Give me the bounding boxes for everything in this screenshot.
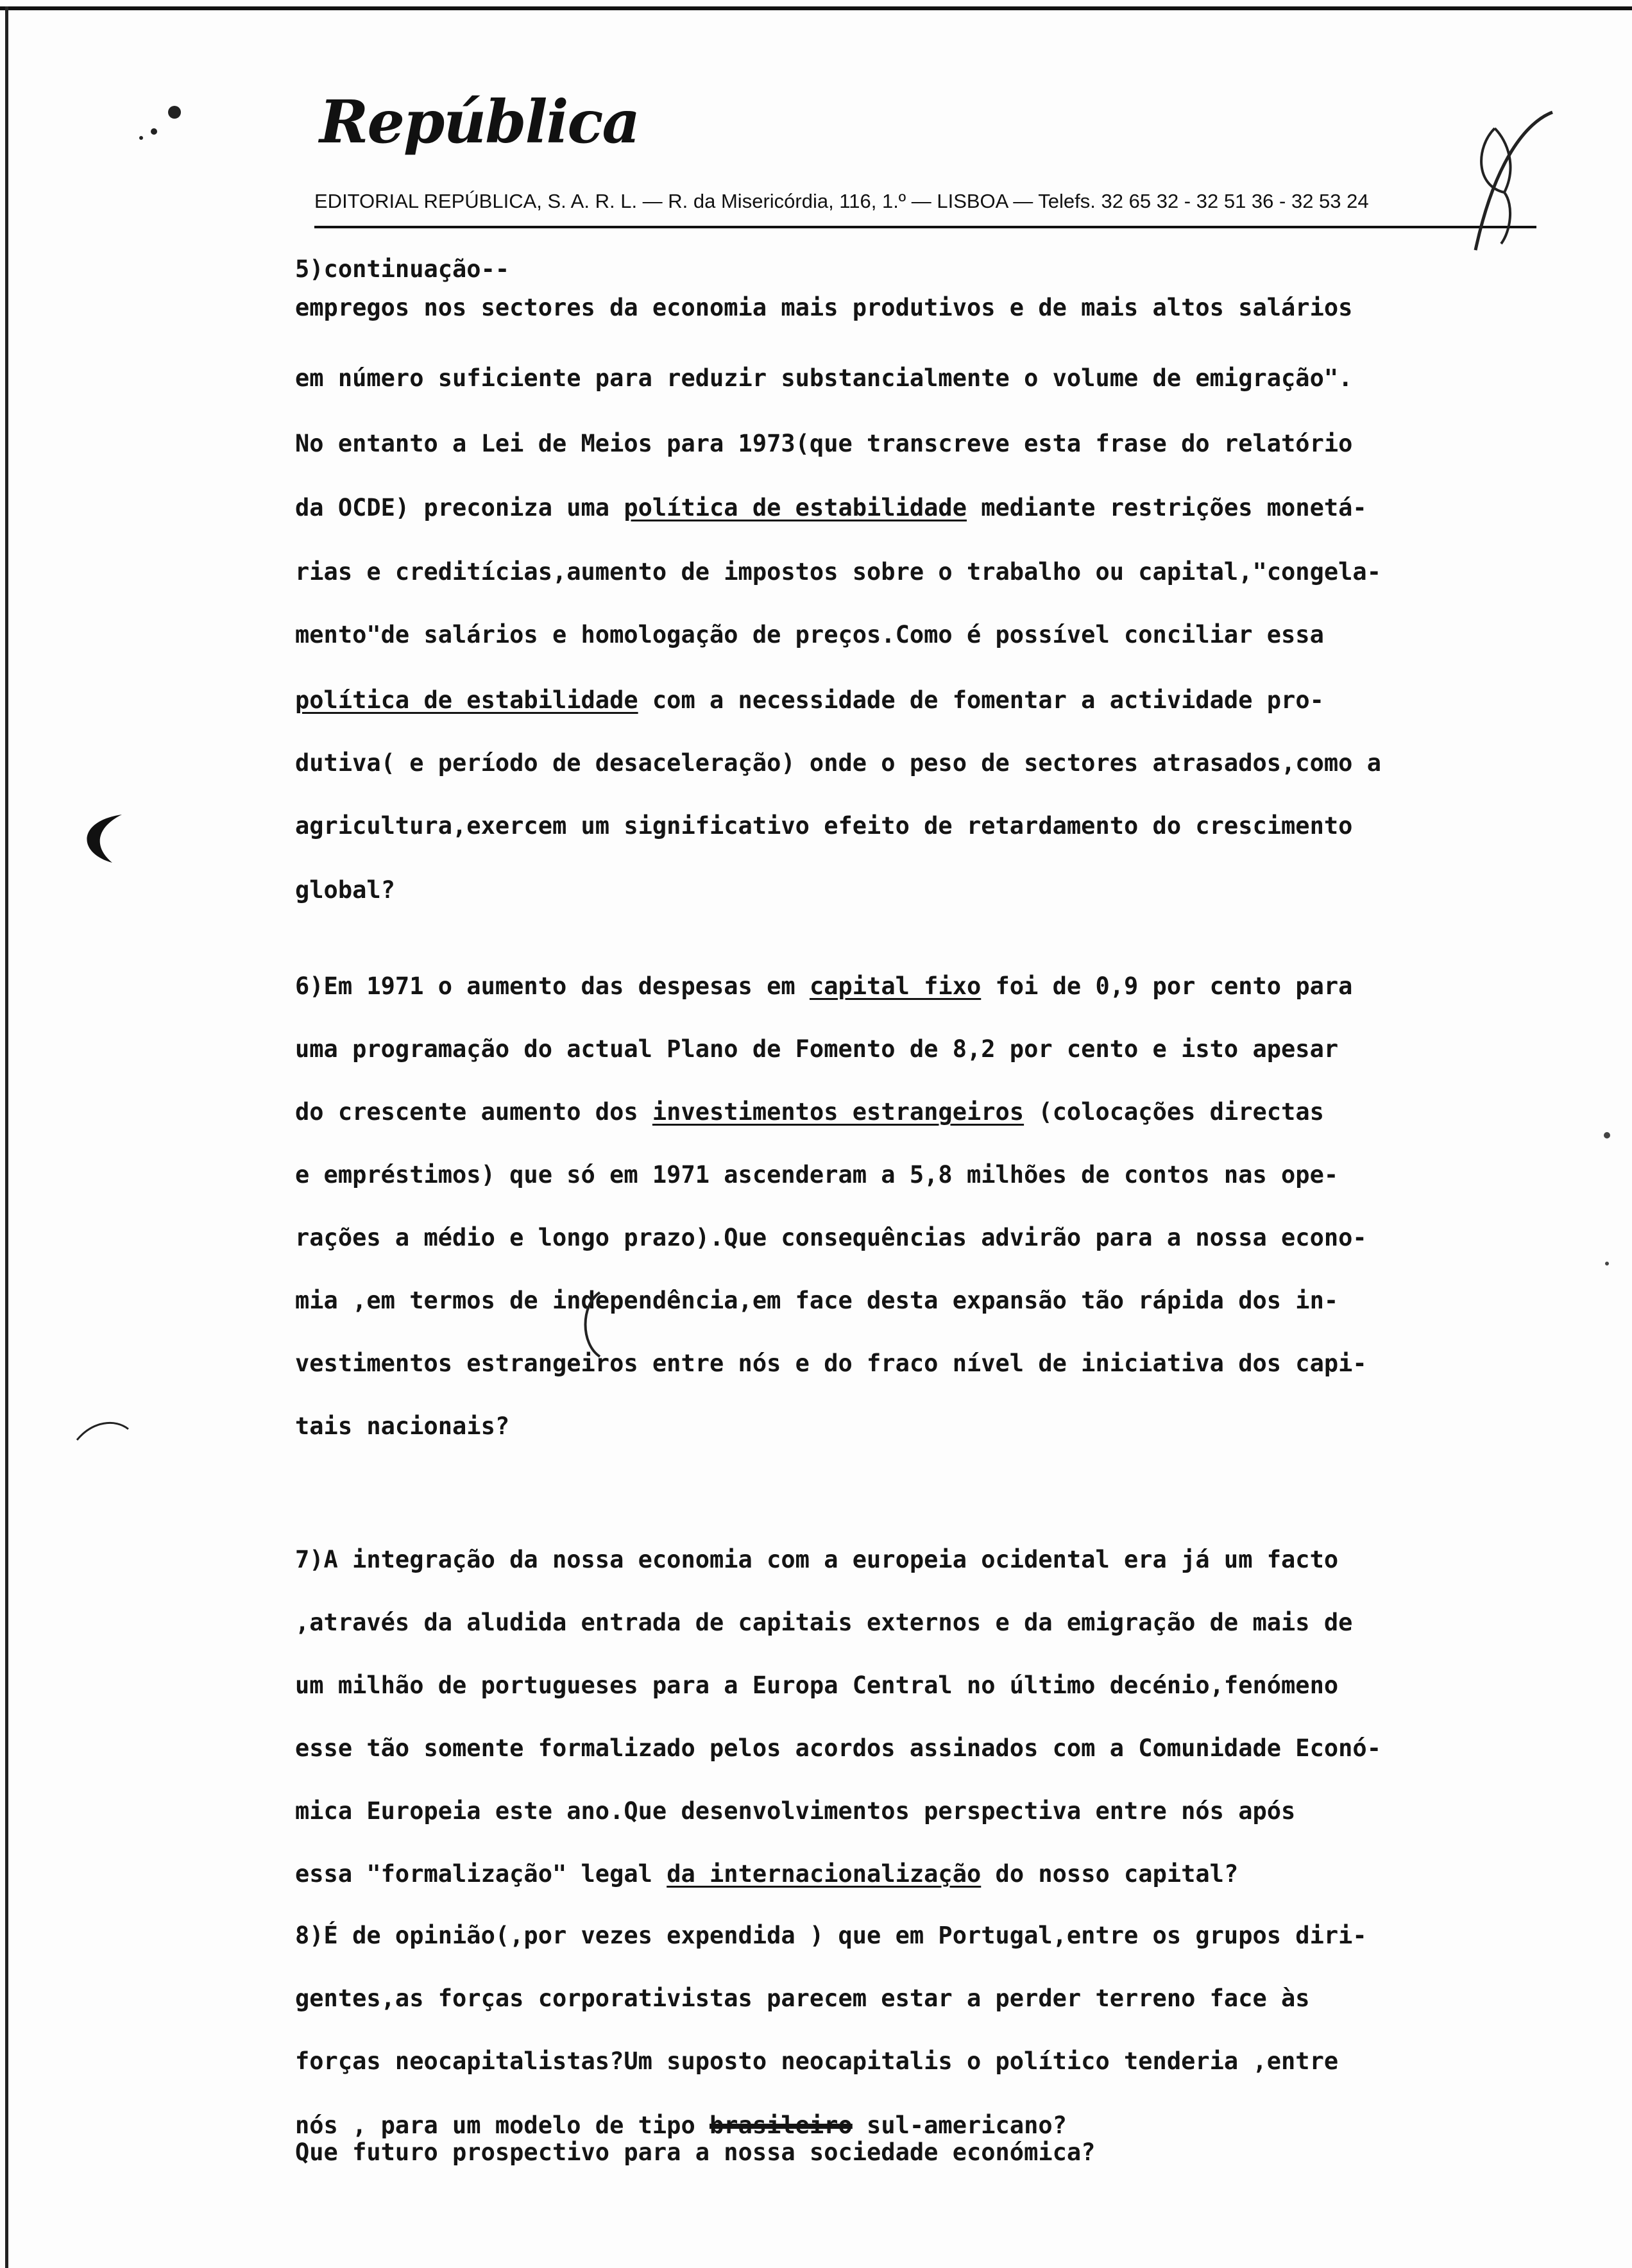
text-line: 5)continuação-- <box>295 255 510 283</box>
text-segment: do nosso capital? <box>981 1860 1239 1888</box>
text-line: um milhão de portugueses para a Europa Central no último decénio,fenómeno <box>295 1671 1339 1699</box>
text-segment: nós , para um modelo de tipo <box>295 2111 710 2139</box>
text-segment: sul-americano? <box>852 2111 1067 2139</box>
text-line: esse tão somente formalizado pelos acordos assinados com a Comunidade Econó- <box>295 1734 1381 1762</box>
text-line: uma programação do actual Plano de Fomento de 8,2 por cento e isto apesar <box>295 1035 1339 1063</box>
text-line <box>295 972 1352 1000</box>
text-segment: foi de 0,9 por cento para <box>981 972 1353 1000</box>
text-line: mica Europeia este ano.Que desenvolvimentos perspectiva entre nós após <box>295 1797 1296 1825</box>
punch-hole-mark <box>77 1423 128 1440</box>
ink-dot <box>1605 1262 1609 1265</box>
text-line: forças neocapitalistas?Um suposto neocapitalis o político tenderia ,entre <box>295 2047 1339 2075</box>
ink-dot <box>168 106 181 119</box>
struck-word: brasileiro <box>710 2111 853 2139</box>
ink-dot <box>151 128 157 135</box>
text-segment: da OCDE) preconiza uma <box>295 494 624 521</box>
text-segment: essa "formalização" legal <box>295 1860 667 1888</box>
text-segment: (colocações directas <box>1024 1098 1324 1126</box>
underlined-phrase: da internacionalização <box>667 1860 982 1888</box>
text-segment: do crescente aumento dos <box>295 1098 652 1126</box>
ink-dot <box>139 136 143 140</box>
text-line: rações a médio e longo prazo).Que consequências advirão para a nossa econo- <box>295 1224 1367 1251</box>
underlined-phrase: política de estabilidade <box>295 686 638 714</box>
text-segment: com a necessidade de fomentar a actividade pro- <box>638 686 1324 714</box>
scan-edge-top <box>0 6 1632 10</box>
underlined-phrase: investimentos estrangeiros <box>652 1098 1024 1126</box>
text-segment: 6)Em 1971 o aumento das despesas em <box>295 972 810 1000</box>
text-line <box>295 494 1367 521</box>
text-line: mia ,em termos de independência,em face desta expansão tão rápida dos in- <box>295 1287 1339 1314</box>
text-line: vestimentos estrangeiros entre nós e do fraco nível de iniciativa dos capi- <box>295 1350 1367 1377</box>
text-line: ,através da aludida entrada de capitais externos e da emigração de mais de <box>295 1609 1353 1636</box>
text-line: No entanto a Lei de Meios para 1973(que transcreve esta frase do relatório <box>295 430 1353 457</box>
text-line <box>295 1860 1238 1888</box>
text-line: mento"de salários e homologação de preços.Como é possível conciliar essa <box>295 621 1324 648</box>
corner-scribble <box>1475 112 1552 250</box>
text-line: 7)A integração da nossa economia com a europeia ocidental era já um facto <box>295 1546 1339 1573</box>
letterhead-address: EDITORIAL REPÚBLICA, S. A. R. L. — R. da Misericórdia, 116, 1.º — LISBOA — Telefs. 32 65 32 - 32 51 36 - 32 53 24 <box>314 190 1369 212</box>
ink-dot <box>1604 1132 1610 1138</box>
text-line: rias e creditícias,aumento de impostos sobre o trabalho ou capital,"congela- <box>295 558 1381 586</box>
scan-edge-left <box>5 6 8 2268</box>
text-line: e empréstimos) que só em 1971 ascenderam a 5,8 milhões de contos nas ope- <box>295 1161 1339 1189</box>
text-line: tais nacionais? <box>295 1412 510 1440</box>
text-line: Que futuro prospectivo para a nossa sociedade económica? <box>295 2138 1096 2166</box>
text-line: dutiva( e período de desaceleração) onde o peso de sectores atrasados,como a <box>295 749 1381 777</box>
underlined-phrase: política de estabilidade <box>624 494 967 521</box>
masthead-logo: República <box>319 87 640 157</box>
punch-hole-mark <box>87 815 122 863</box>
text-line: agricultura,exercem um significativo efeito de retardamento do crescimento <box>295 812 1353 840</box>
text-line <box>295 686 1324 714</box>
text-line: empregos nos sectores da economia mais produtivos e de mais altos salários <box>295 294 1353 321</box>
text-line: em número suficiente para reduzir substancialmente o volume de emigração". <box>295 364 1353 392</box>
letterhead-rule <box>314 226 1536 228</box>
text-line <box>295 2111 1067 2139</box>
text-line <box>295 1098 1324 1126</box>
text-line: 8)É de opinião(,por vezes expendida ) que em Portugal,entre os grupos diri- <box>295 1922 1367 1949</box>
text-line: global? <box>295 876 395 904</box>
underlined-phrase: capital fixo <box>809 972 982 1000</box>
text-segment: mediante restrições monetá- <box>966 494 1367 521</box>
text-line: gentes,as forças corporativistas parecem estar a perder terreno face às <box>295 1985 1310 2012</box>
